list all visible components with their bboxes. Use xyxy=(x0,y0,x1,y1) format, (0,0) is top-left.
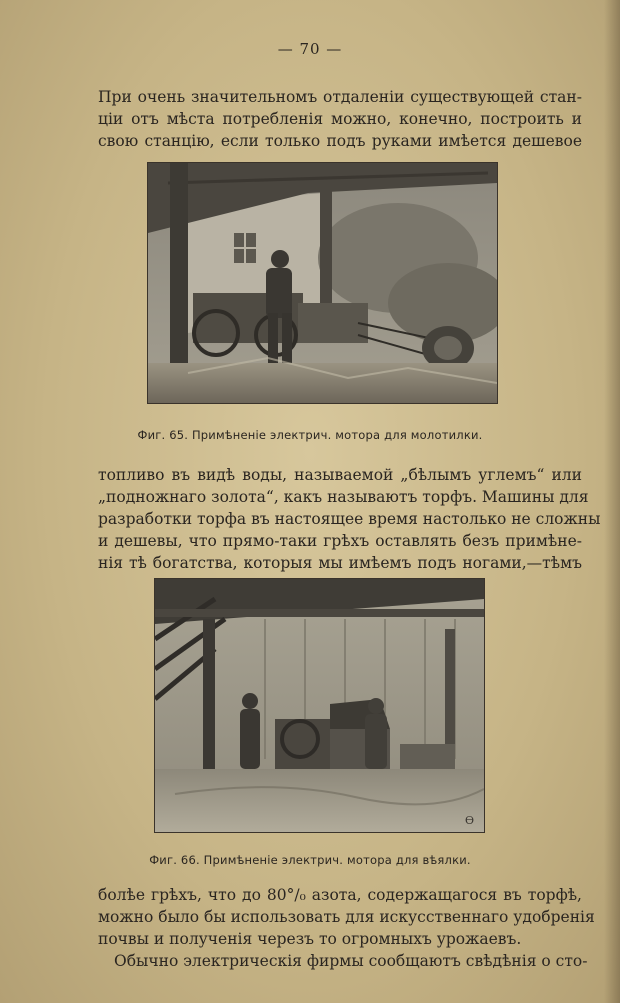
text-line: ціи отъ мѣста потребленія можно, конечно, построить и xyxy=(98,110,582,128)
text-line: свою станцію, если только подъ руками имѣется дешевое xyxy=(98,132,582,150)
paragraph-1 xyxy=(98,86,582,152)
threshing-photo xyxy=(148,163,497,403)
text-line: болѣе грѣхъ, что до 80°/₀ азота, содержащагося въ торфѣ, xyxy=(98,886,582,904)
text-line: При очень значительномъ отдаленіи существующей стан- xyxy=(98,88,582,106)
winnowing-photo xyxy=(155,579,484,832)
text-line: можно было бы использовать для искусственнаго удобренія xyxy=(98,908,595,926)
figure-1-caption: Фиг. 65. Примѣненіе электрич. мотора для молотилки. xyxy=(137,428,483,442)
figure-2-caption: Фиг. 66. Примѣненіе электрич. мотора для вѣялки. xyxy=(149,853,471,867)
paragraph-2 xyxy=(98,464,601,574)
text-line: разработки торфа въ настоящее время настолько не сложны xyxy=(98,510,601,528)
text-line: и дешевы, что прямо-таки грѣхъ оставлять безъ примѣне- xyxy=(98,532,582,550)
figure-winnowing-machine xyxy=(154,578,485,833)
text-line: „подножнаго золота“, какъ называютъ торфъ. Машины для xyxy=(98,488,589,506)
text-line: нія тѣ богатства, которыя мы имѣемъ подъ ногами,—тѣмъ xyxy=(98,554,582,572)
text-line: Обычно электрическія фирмы сообщаютъ свѣдѣнія о сто- xyxy=(114,952,588,970)
text-line: топливо въ видѣ воды, называемой „бѣлымъ углемъ“ или xyxy=(98,466,582,484)
paragraph-3 xyxy=(98,884,595,972)
page-number: — 70 — xyxy=(277,40,343,58)
figure-threshing-machine xyxy=(147,162,498,404)
text-line: почвы и полученія черезъ то огромныхъ урожаевъ. xyxy=(98,930,522,948)
engraver-monogram: Ѳ xyxy=(465,814,475,827)
